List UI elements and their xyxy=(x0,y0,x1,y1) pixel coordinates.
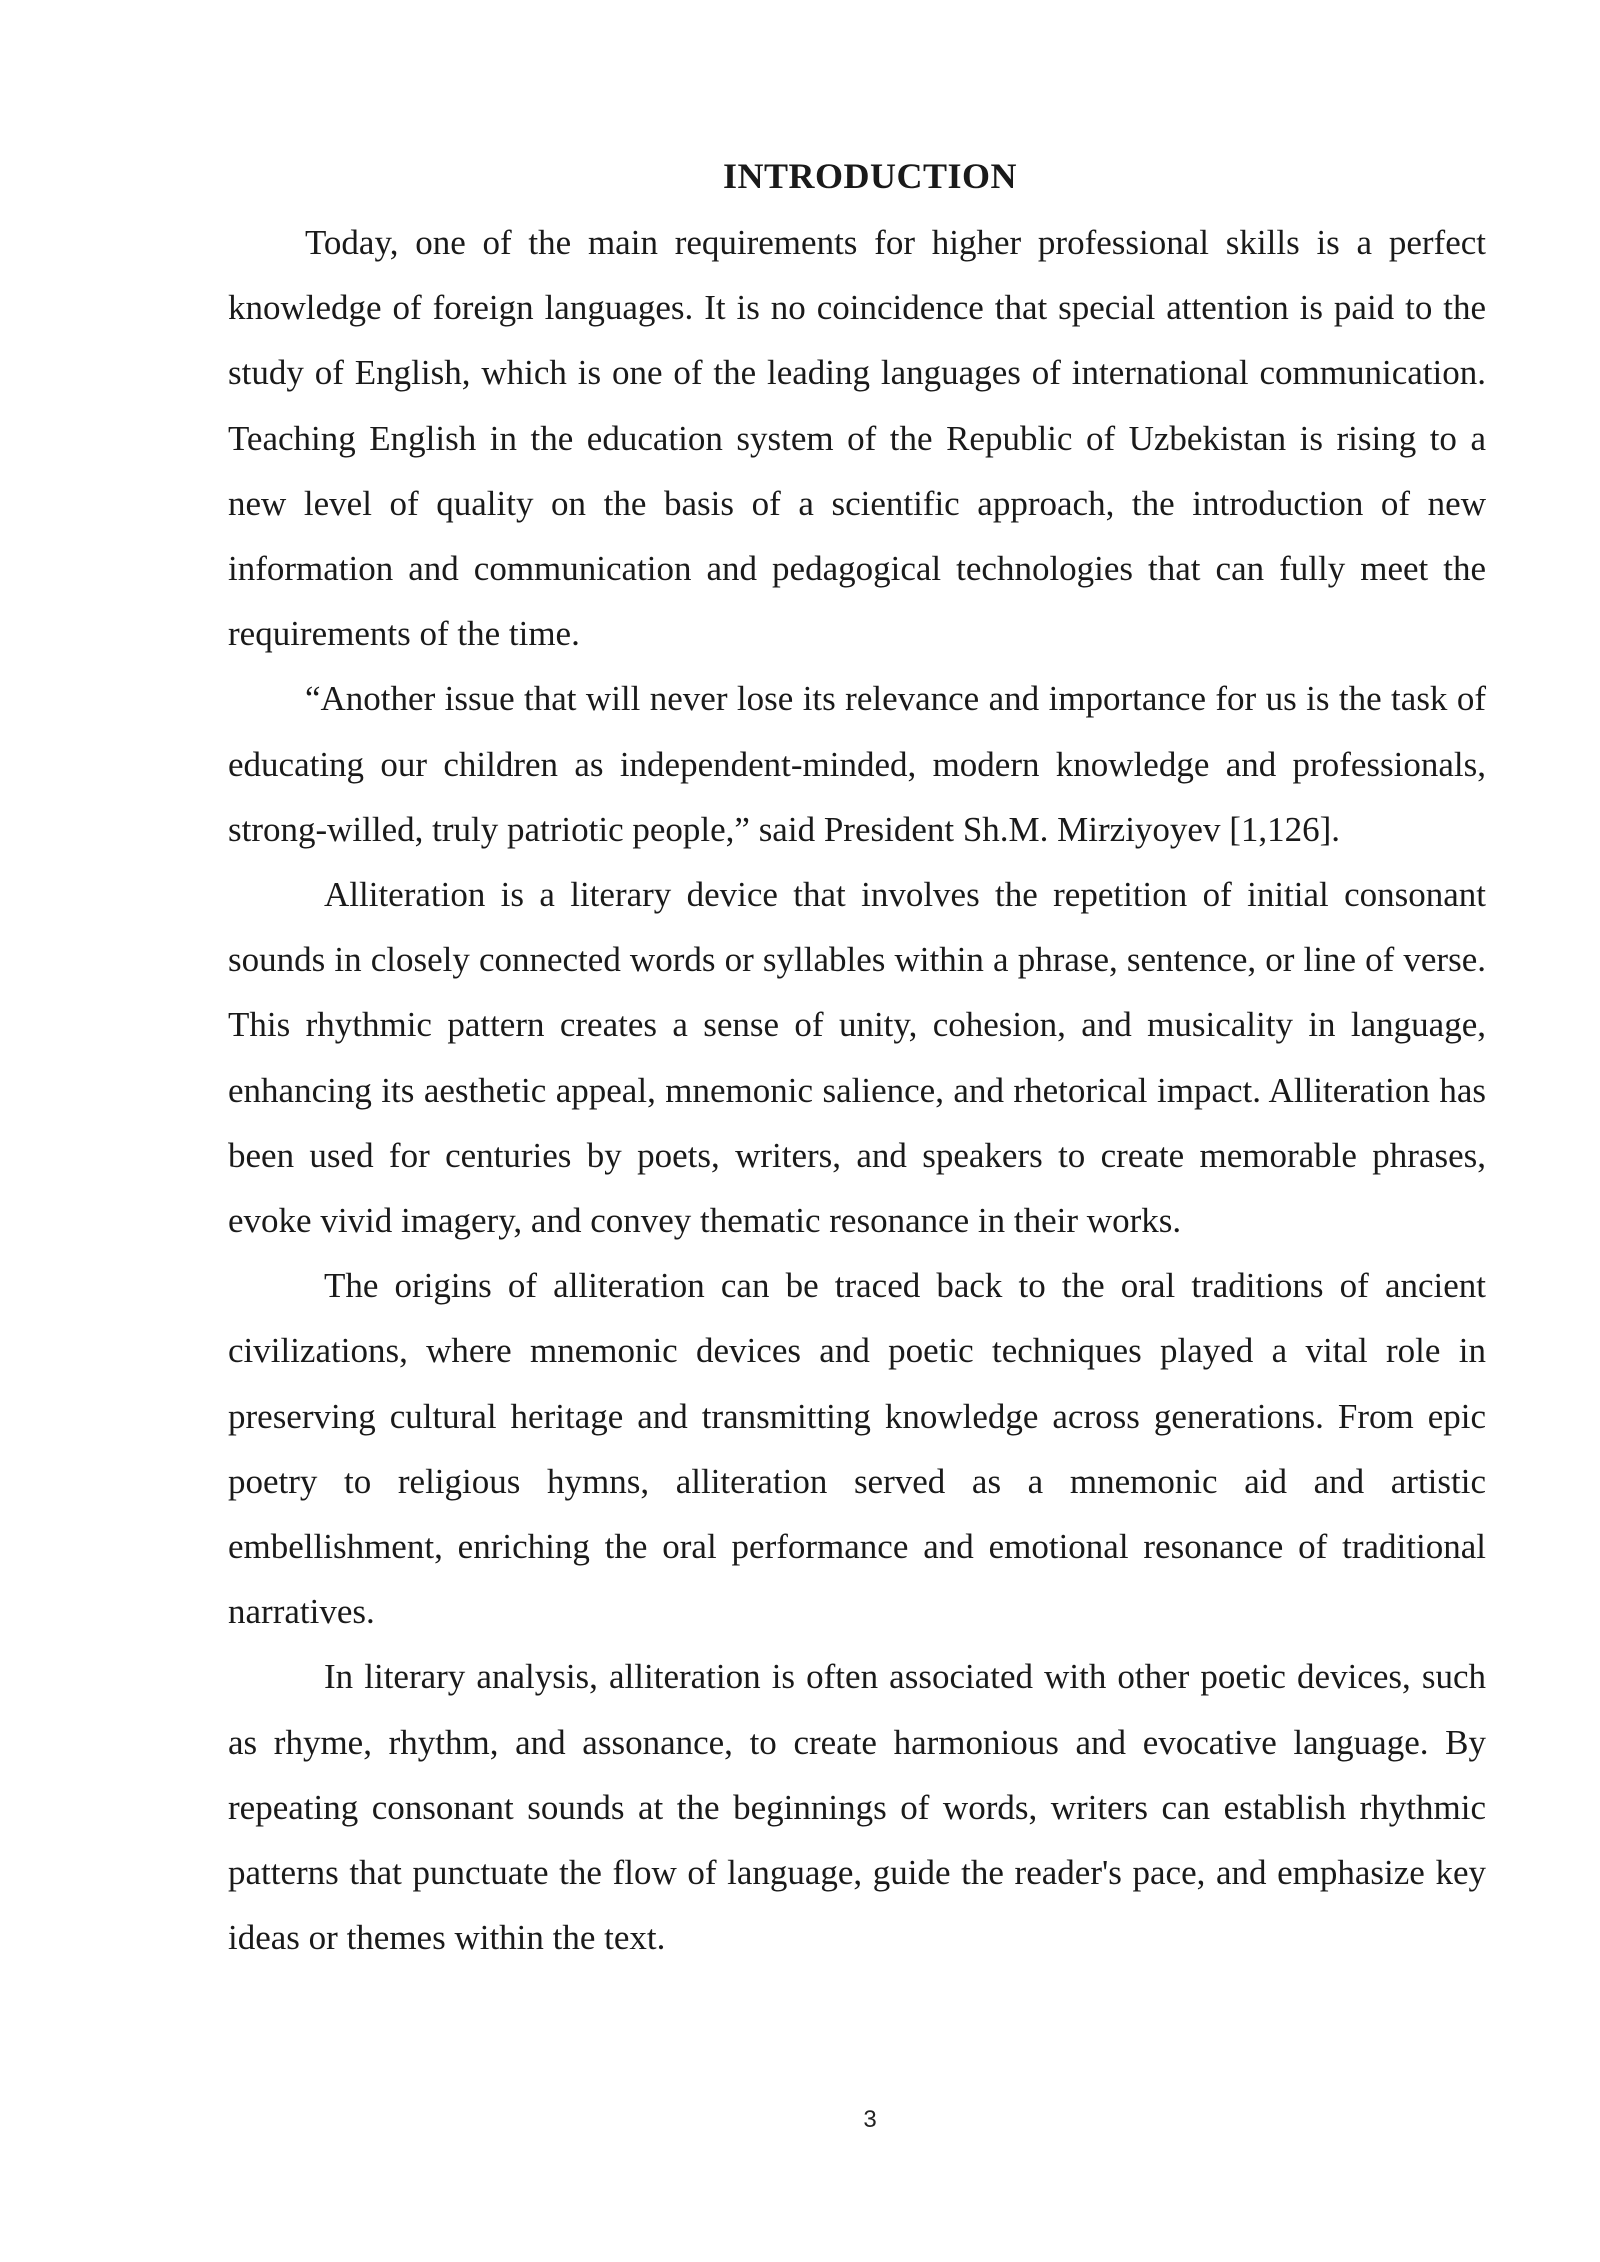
paragraph-alliteration-definition: Alliteration is a literary device that involves the repetition of initial consonant sounds in closely connected words or syllables within a phrase, sentence, or line of verse. This rhythmic pattern creates a sense of unity, cohesion, and musicality in language, enhancing its aesthetic appeal, mnemonic salience, and rhetorical impact. Alliteration has been used for centuries by poets, writers, and speakers to create memorable phrases, evoke vivid imagery, and convey thematic resonance in their works. xyxy=(228,875,1486,1241)
paragraph-literary-analysis: In literary analysis, alliteration is often associated with other poetic devices, such as rhyme, rhythm, and assonance, to create harmonious and evocative language. By repeating consonant sounds at the beginnings of words, writers can establish rhythmic patterns that punctuate the flow of language, guide the reader's pace, and emphasize key ideas or themes within the text. xyxy=(228,1657,1486,1958)
paragraph-alliteration-origins: The origins of alliteration can be traced back to the oral traditions of ancient civilizations, where mnemonic devices and poetic techniques played a vital role in preserving cultural heritage and transmitting knowledge across generations. From epic poetry to religious hymns, alliteration served as a mnemonic aid and artistic embellishment, enriching the oral performance and emotional resonance of traditional narratives. xyxy=(228,1266,1486,1632)
body-text xyxy=(228,210,1486,1970)
paragraph-quote: “Another issue that will never lose its relevance and importance for us is the task of educating our children as independent-minded, modern knowledge and professionals, strong-willed, truly patriotic people,” said President Sh.M. Mirziyoyev [1,126]. xyxy=(228,679,1486,849)
section-heading: INTRODUCTION xyxy=(722,156,1018,196)
paragraph-intro: Today, one of the main requirements for higher professional skills is a perfect knowledge of foreign languages. It is no coincidence that special attention is paid to the study of English, which is one of the leading languages of international communication. Teaching English in the education system of the Republic of Uzbekistan is rising to a new level of quality on the basis of a scientific approach, the introduction of new information and communication and pedagogical technologies that can fully meet the requirements of the time. xyxy=(228,223,1486,654)
page-number: 3 xyxy=(863,2106,877,2133)
